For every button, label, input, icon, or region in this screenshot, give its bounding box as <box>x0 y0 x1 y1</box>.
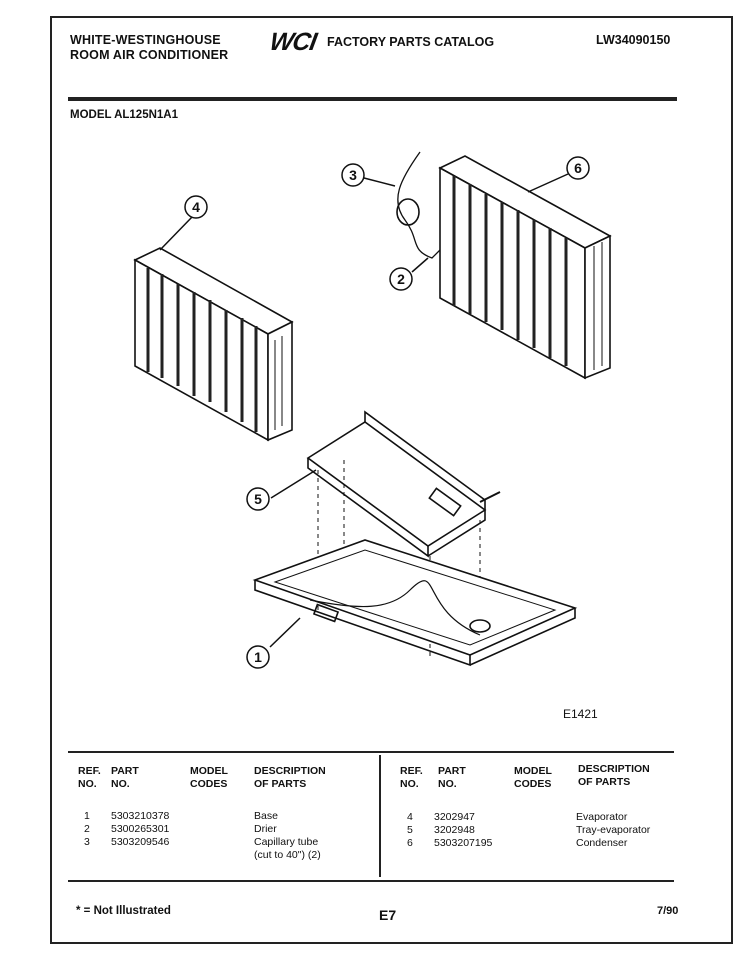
left-row-3-part: 5303209546 <box>111 836 170 848</box>
header-ref-right: REF. NO. <box>400 765 423 790</box>
left-row-1-ref: 1 <box>84 810 90 822</box>
left-row-3-desc-2: (cut to 40") (2) <box>254 849 321 861</box>
header-part-right: PART NO. <box>438 765 466 790</box>
brand-line-2: ROOM AIR CONDITIONER <box>70 48 229 62</box>
callout-6 <box>528 157 589 192</box>
model-number: MODEL AL125N1A1 <box>70 109 179 121</box>
left-row-1-part: 5303210378 <box>111 810 170 822</box>
callout-4-label: 4 <box>192 199 200 215</box>
brand-block <box>70 33 228 63</box>
base-drawing <box>255 540 575 665</box>
callout-5 <box>247 470 316 510</box>
callout-5-label: 5 <box>254 491 262 507</box>
callout-4 <box>160 196 207 250</box>
tray-evaporator-drawing <box>308 412 500 556</box>
header-desc-right: DESCRIPTION OF PARTS <box>578 763 650 788</box>
left-row-3-ref: 3 <box>84 836 90 848</box>
header-ref: REF. NO. <box>78 765 101 790</box>
table-divider <box>379 755 381 877</box>
figure-id: E1421 <box>563 707 598 721</box>
callout-3 <box>342 164 395 186</box>
brand-line-1: WHITE-WESTINGHOUSE <box>70 33 221 47</box>
right-row-1-ref: 4 <box>407 811 413 823</box>
callout-2 <box>390 258 428 290</box>
exploded-parts-diagram <box>60 140 690 710</box>
catalog-number: LW34090150 <box>596 33 671 47</box>
header-part: PART NO. <box>111 765 139 790</box>
header-model: MODEL CODES <box>190 765 228 790</box>
page-number: E7 <box>379 907 397 923</box>
callout-1 <box>247 618 300 668</box>
revision-date: 7/90 <box>657 905 679 917</box>
callout-2-label: 2 <box>397 271 405 287</box>
condenser-coil-drawing <box>397 152 610 378</box>
right-row-2-desc: Tray-evaporator <box>576 824 651 836</box>
header-rule <box>68 97 677 101</box>
right-row-3-desc: Condenser <box>576 837 628 849</box>
right-row-2-ref: 5 <box>407 824 413 836</box>
table-top-rule <box>68 751 674 753</box>
right-row-1-desc: Evaporator <box>576 811 628 823</box>
header-model-right: MODEL CODES <box>514 765 552 790</box>
table-bottom-rule <box>68 880 674 882</box>
right-row-2-part: 3202948 <box>434 824 475 836</box>
header-desc: DESCRIPTION OF PARTS <box>254 765 326 790</box>
right-row-3-part: 5303207195 <box>434 837 493 849</box>
callout-6-label: 6 <box>574 160 582 176</box>
callout-3-label: 3 <box>349 167 357 183</box>
catalog-title: FACTORY PARTS CATALOG <box>327 35 495 49</box>
wci-logo: WCI <box>267 28 319 56</box>
right-row-1-part: 3202947 <box>434 811 475 823</box>
left-row-2-part: 5300265301 <box>111 823 170 835</box>
right-row-3-ref: 6 <box>407 837 413 849</box>
callout-1-label: 1 <box>254 649 262 665</box>
left-row-2-desc: Drier <box>254 823 277 835</box>
left-row-2-ref: 2 <box>84 823 90 835</box>
evaporator-coil-drawing <box>135 248 292 440</box>
not-illustrated-note: * = Not Illustrated <box>76 905 171 917</box>
left-row-3-desc: Capillary tube <box>254 836 319 848</box>
left-row-1-desc: Base <box>254 810 278 822</box>
